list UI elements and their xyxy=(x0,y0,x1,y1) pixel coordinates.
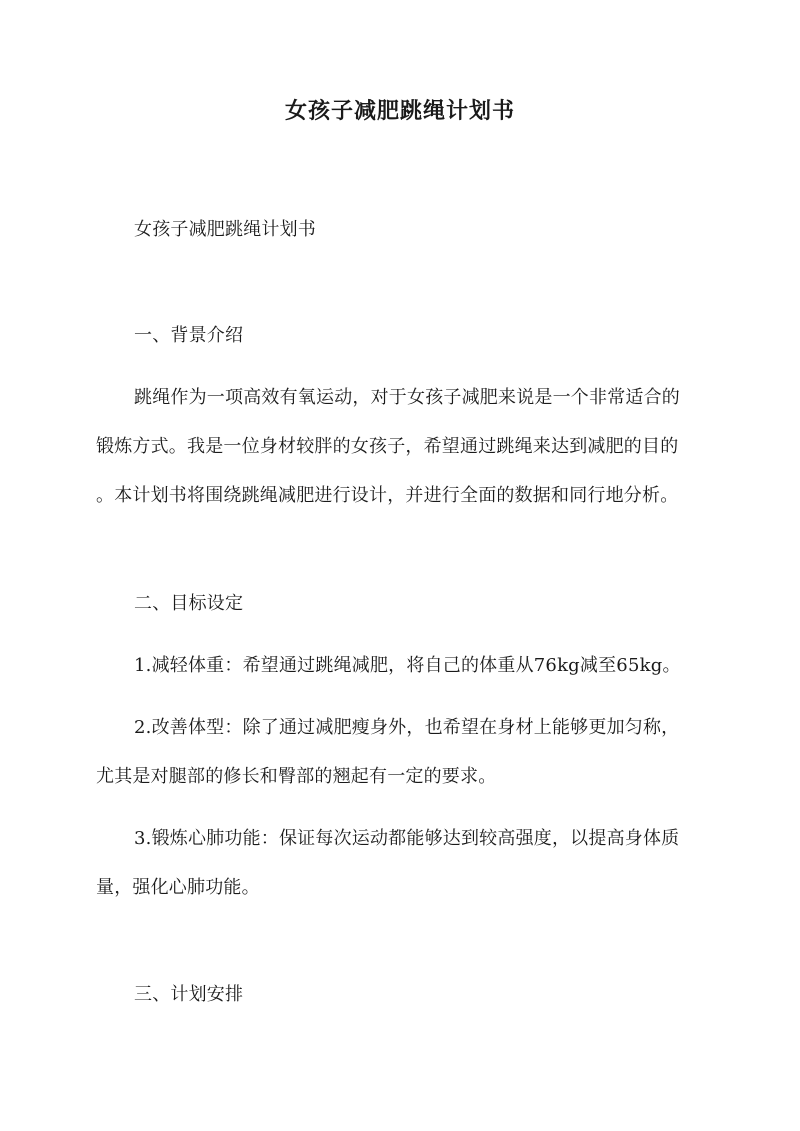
section-heading-goals: 二、目标设定 xyxy=(134,593,244,614)
background-line-2: 锻炼方式。我是一位身材较胖的女孩子，希望通过跳绳来达到减肥的目的 xyxy=(96,436,679,457)
section-heading-background: 一、背景介绍 xyxy=(134,325,244,346)
goal-item-2-line-1: 2.改善体型：除了通过减肥瘦身外，也希望在身材上能够更加匀称， xyxy=(134,717,680,738)
goal-item-2-line-2: 尤其是对腿部的修长和臀部的翘起有一定的要求。 xyxy=(96,766,497,787)
goal-item-3-line-2: 量，强化心肺功能。 xyxy=(96,877,260,898)
section-heading-plan: 三、计划安排 xyxy=(134,984,244,1005)
goal-item-1: 1.减轻体重：希望通过跳绳减肥，将自己的体重从76kg减至65kg。 xyxy=(134,655,681,676)
goal-item-3-line-1: 3.锻炼心肺功能：保证每次运动都能够达到较高强度，以提高身体质 xyxy=(134,828,680,849)
document-title: 女孩子减肥跳绳计划书 xyxy=(284,98,515,124)
background-line-1: 跳绳作为一项高效有氧运动，对于女孩子减肥来说是一个非常适合的 xyxy=(134,387,680,408)
document-subtitle: 女孩子减肥跳绳计划书 xyxy=(134,219,316,240)
background-line-3: 。本计划书将围绕跳绳减肥进行设计，并进行全面的数据和同行地分析。 xyxy=(96,485,679,506)
